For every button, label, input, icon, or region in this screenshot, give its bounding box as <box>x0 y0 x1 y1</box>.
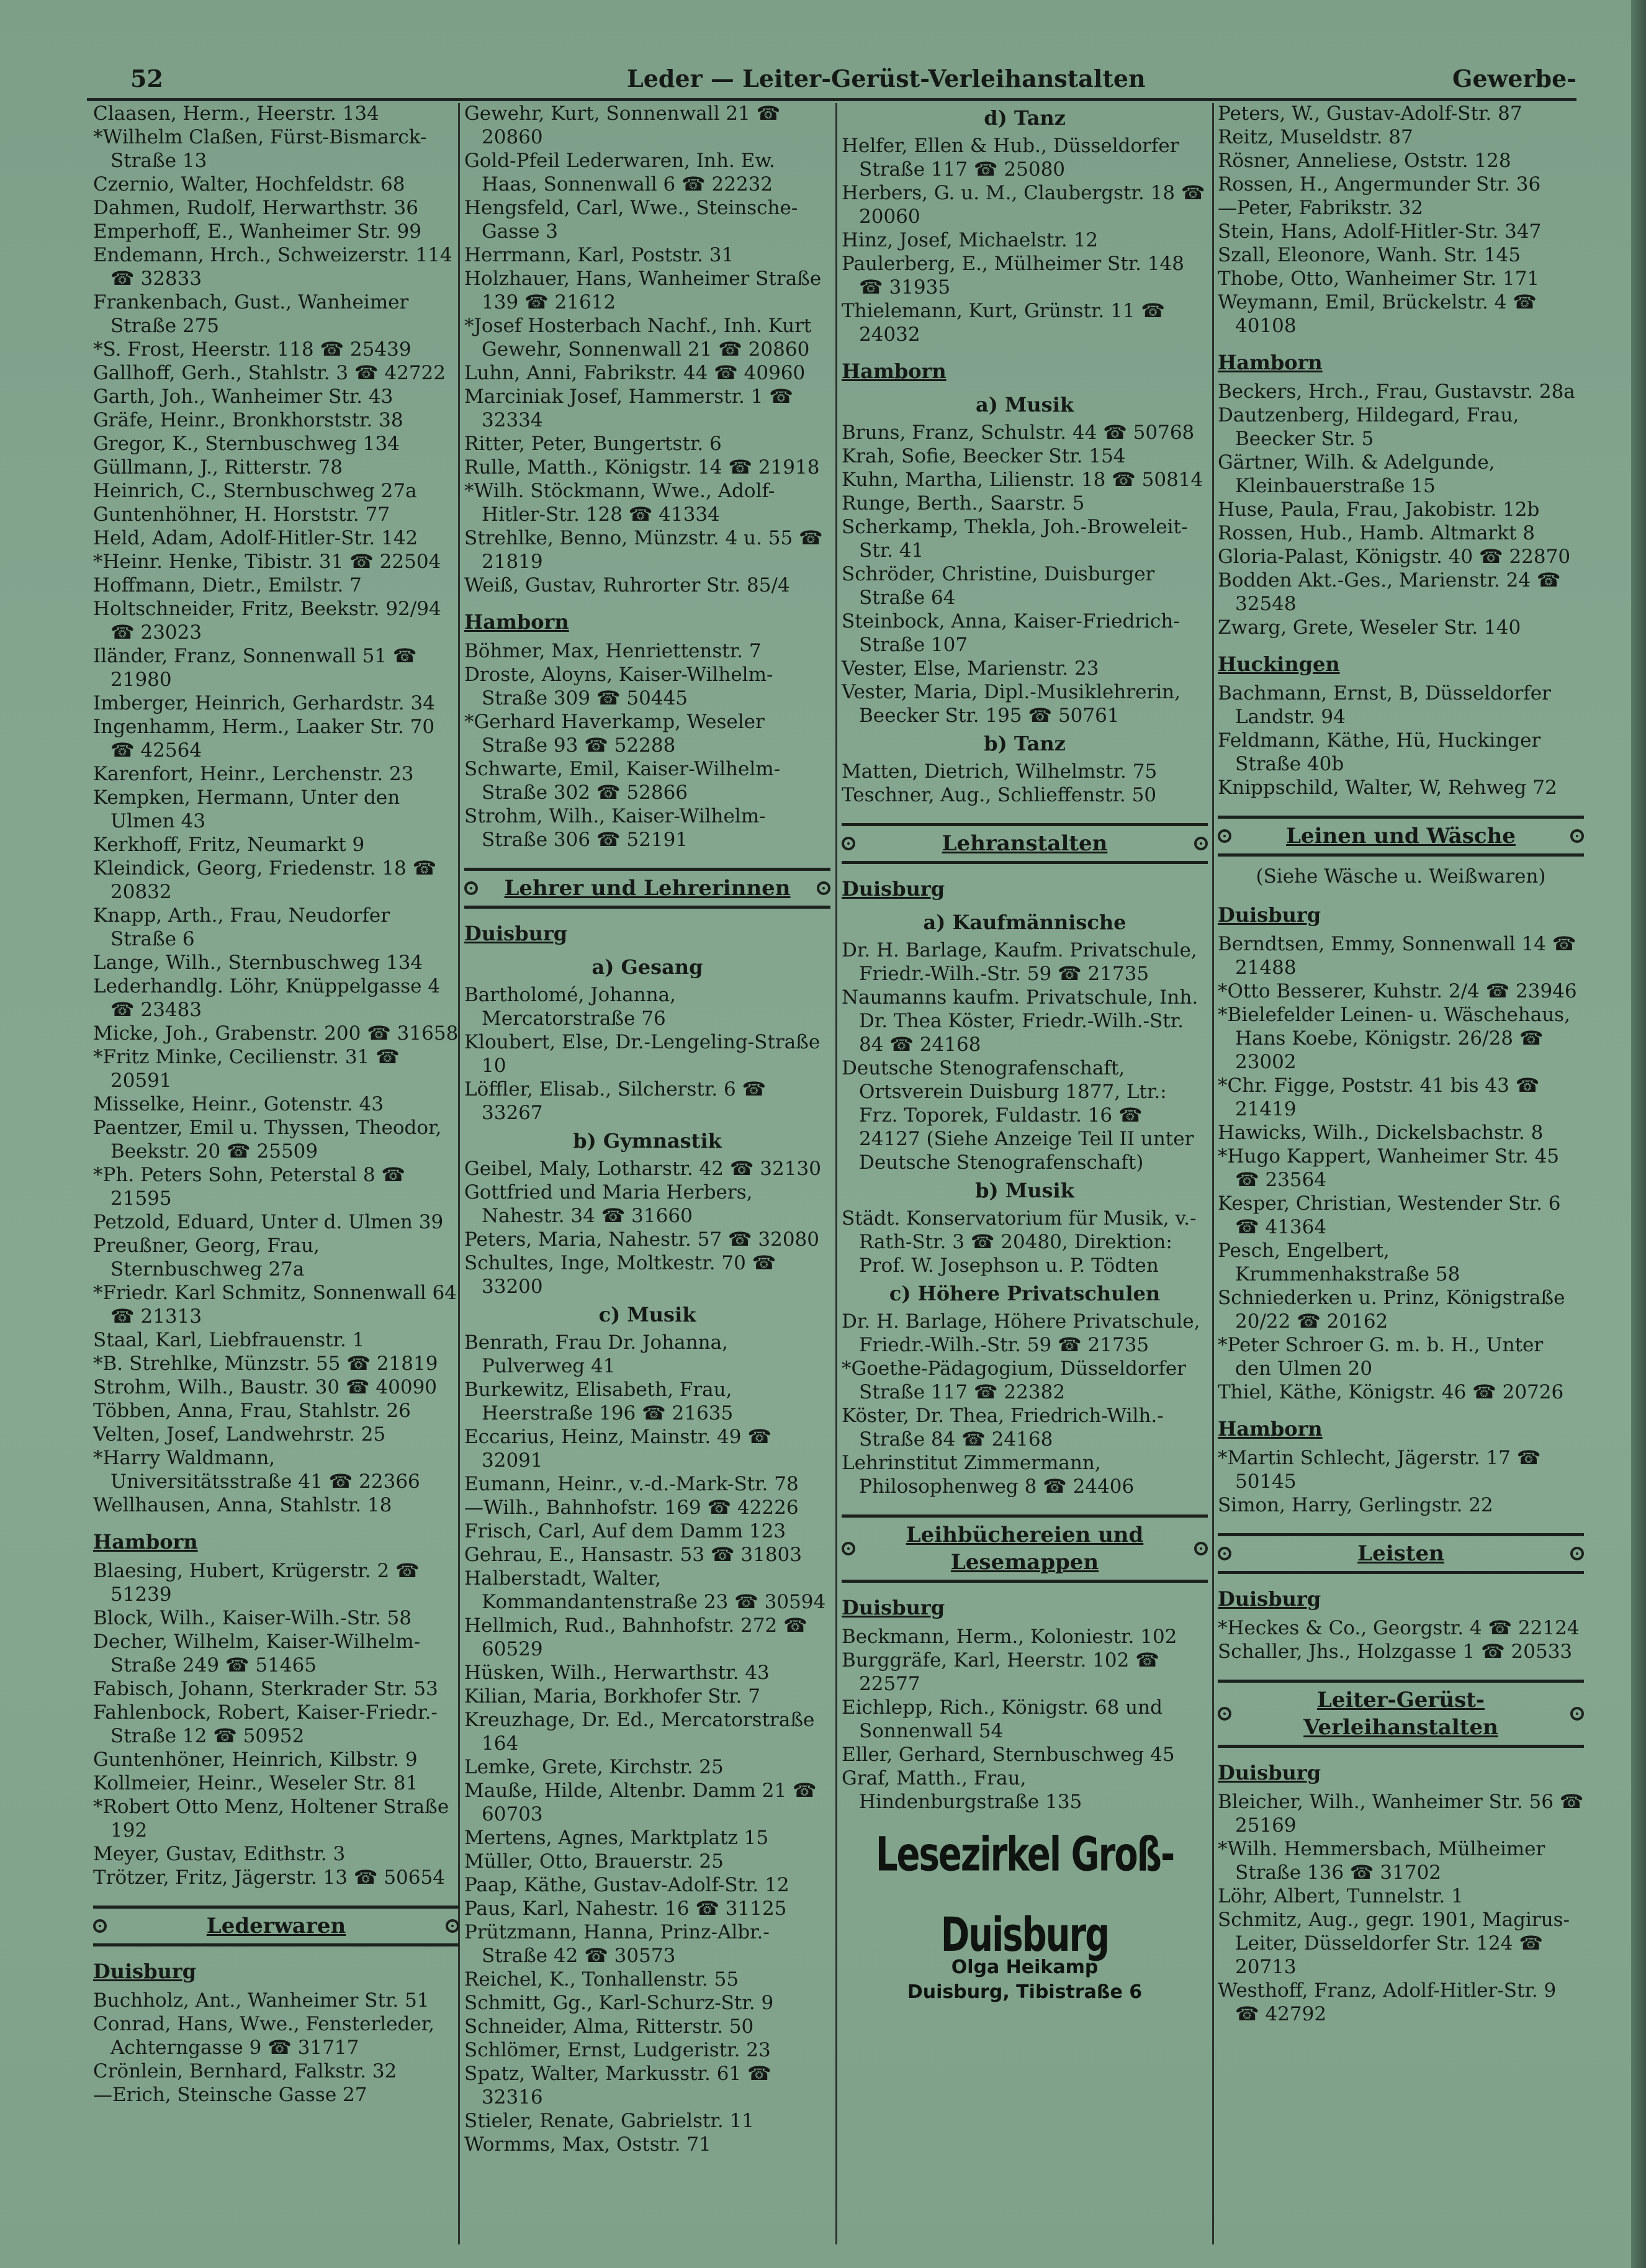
section-heading: Duisburg <box>1218 1761 1321 1784</box>
page-title: Leder — Leiter-Gerüst-Verleihanstalten <box>627 65 1146 92</box>
directory-entry: Böhmer, Max, Henriettenstr. 7 <box>464 640 762 662</box>
directory-entry: Fabisch, Johann, Sterkrader Str. 53 <box>93 1678 438 1700</box>
directory-entry: Schultes, Inge, Moltkestr. 70 ☎ 33200 <box>464 1252 776 1298</box>
directory-entry: Rösner, Anneliese, Oststr. 128 <box>1218 150 1511 172</box>
directory-entry: *Ph. Peters Sohn, Peterstal 8 ☎ 21595 <box>93 1164 406 1210</box>
directory-entry: Burkewitz, Elisabeth, Frau, Heerstraße 196 ☎ 21635 <box>464 1379 734 1424</box>
directory-entry: Garth, Joh., Wanheimer Str. 43 <box>93 385 394 408</box>
running-head: Gewerbe- <box>1452 65 1577 92</box>
directory-entry: Spatz, Walter, Markusstr. 61 ☎ 32316 <box>464 2063 771 2108</box>
category-box <box>842 1514 1208 1583</box>
directory-entry: Kuhn, Martha, Lilienstr. 18 ☎ 50814 <box>842 469 1203 491</box>
category-box <box>1218 1533 1584 1574</box>
directory-entry: Meyer, Gustav, Edithstr. 3 <box>93 1843 346 1865</box>
directory-entry: Städt. Konservatorium für Musik, v.-Rath-Str. 3 ☎ 20480, Direktion: Prof. W. Josephson u. P. Tödten <box>842 1207 1197 1277</box>
category-title: Leinen und Wäsche <box>1286 824 1516 848</box>
directory-entry: Güllmann, J., Ritterstr. 78 <box>93 456 343 479</box>
directory-entry: Droste, Aloyns, Kaiser-Wilhelm-Straße 309 ☎ 50445 <box>464 664 773 709</box>
column-4 <box>1218 102 1584 2026</box>
subsection-heading: b) Musik <box>975 1179 1074 1202</box>
directory-entry: Gewehr, Kurt, Sonnenwall 21 ☎ 20860 <box>464 102 781 148</box>
directory-entry: Mertens, Agnes, Marktplatz 15 <box>464 1827 769 1849</box>
ring-ornament-icon <box>1194 1542 1208 1555</box>
directory-entry: Hüsken, Wilh., Herwarthstr. 43 <box>464 1662 770 1684</box>
directory-entry: Hengsfeld, Carl, Wwe., Steinsche-Gasse 3 <box>464 197 798 243</box>
page-edge <box>1631 0 1646 2268</box>
directory-entry: Simon, Harry, Gerlingstr. 22 <box>1218 1494 1493 1516</box>
directory-entry: Gold-Pfeil Lederwaren, Inh. Ew. Haas, Sonnenwall 6 ☎ 22232 <box>464 150 776 196</box>
header-rule <box>87 98 1576 101</box>
directory-entry: Czernio, Walter, Hochfeldstr. 68 <box>93 173 405 196</box>
ad-address: Duisburg, Tibistraße 6 <box>907 1981 1143 2003</box>
directory-entry: Többen, Anna, Frau, Stahlstr. 26 <box>93 1400 411 1422</box>
directory-entry: —Peter, Fabrikstr. 32 <box>1218 197 1423 219</box>
directory-entry: Emperhoff, E., Wanheimer Str. 99 <box>93 220 421 243</box>
directory-entry: *Hugo Kappert, Wanheimer Str. 45 ☎ 23564 <box>1218 1145 1560 1191</box>
category-title: Lederwaren <box>206 1914 346 1938</box>
subsection-heading: b) Gymnastik <box>573 1129 722 1153</box>
directory-entry: Reitz, Museldstr. 87 <box>1218 126 1413 148</box>
directory-entry: Gehrau, E., Hansastr. 53 ☎ 31803 <box>464 1544 802 1566</box>
directory-entry: *S. Frost, Heerstr. 118 ☎ 25439 <box>93 338 412 361</box>
directory-entry: Westhoff, Franz, Adolf-Hitler-Str. 9 ☎ 42792 <box>1218 1979 1557 2025</box>
directory-entry: Herbers, G. u. M., Claubergstr. 18 ☎ 20060 <box>842 182 1205 228</box>
category-box <box>842 823 1208 864</box>
col1-entries-a <box>93 102 459 1517</box>
directory-entry: *Heckes & Co., Georgstr. 4 ☎ 22124 <box>1218 1617 1580 1639</box>
directory-entry: Hawicks, Wilh., Dickelsbachstr. 8 <box>1218 1122 1544 1144</box>
section-heading: Huckingen <box>1218 652 1340 676</box>
directory-entry: Krah, Sofie, Beecker Str. 154 <box>842 445 1126 467</box>
directory-entry: Eller, Gerhard, Sternbuschweg 45 <box>842 1744 1175 1766</box>
directory-entry: *Heinr. Henke, Tibistr. 31 ☎ 22504 <box>93 551 441 573</box>
directory-entry: Burggräfe, Karl, Heerstr. 102 ☎ 22577 <box>842 1649 1159 1695</box>
directory-entry: Velten, Josef, Landwehrstr. 25 <box>93 1423 386 1446</box>
directory-entry: Decher, Wilhelm, Kaiser-Wilhelm-Straße 249 ☎ 51465 <box>93 1631 421 1676</box>
directory-entry: Crönlein, Bernhard, Falkstr. 32 <box>93 2060 397 2082</box>
column-divider <box>1212 103 1214 2244</box>
directory-entry: Dautzenberg, Hildegard, Frau, Beecker Str. 5 <box>1218 404 1519 450</box>
directory-entry: Mauße, Hilde, Altenbr. Damm 21 ☎ 60703 <box>464 1780 817 1825</box>
ad-headline: Lesezirkel Groß-Duisburg <box>875 1827 1174 1963</box>
section-heading: Hamborn <box>1218 351 1323 374</box>
directory-entry: Paulerberg, E., Mülheimer Str. 148 ☎ 31935 <box>842 253 1184 299</box>
directory-entry: Geibel, Maly, Lotharstr. 42 ☎ 32130 <box>464 1158 821 1180</box>
category-title: Leisten <box>1357 1541 1444 1566</box>
directory-entry: Schniederken u. Prinz, Königstraße 20/22 ☎ 20162 <box>1218 1287 1565 1333</box>
section-heading: Hamborn <box>464 610 569 634</box>
section-heading: Duisburg <box>93 1960 197 1983</box>
directory-entry: Strohm, Wilh., Baustr. 30 ☎ 40090 <box>93 1376 438 1398</box>
column-divider <box>835 103 837 2244</box>
directory-entry: Thiel, Käthe, Königstr. 46 ☎ 20726 <box>1218 1381 1564 1403</box>
directory-entry: Thobe, Otto, Wanheimer Str. 171 <box>1218 268 1540 290</box>
ring-ornament-icon <box>1218 1707 1231 1721</box>
directory-entry: *Fritz Minke, Cecilienstr. 31 ☎ 20591 <box>93 1046 400 1092</box>
directory-entry: Conrad, Hans, Wwe., Fensterleder, Achterngasse 9 ☎ 31717 <box>93 2013 434 2059</box>
directory-entry: Benrath, Frau Dr. Johanna, Pulverweg 41 <box>464 1331 728 1377</box>
directory-entry: *Wilh. Hemmersbach, Mülheimer Straße 136 ☎ 31702 <box>1218 1838 1545 1884</box>
directory-entry: Müller, Otto, Brauerstr. 25 <box>464 1850 724 1873</box>
directory-entry: Scherkamp, Thekla, Joh.-Broweleit-Str. 41 <box>842 516 1188 562</box>
col3-entries-d <box>842 938 1208 1174</box>
col4-entries-b <box>1218 380 1584 639</box>
col2-entries-c <box>464 983 830 1125</box>
directory-entry: Kerkhoff, Fritz, Neumarkt 9 <box>93 834 365 856</box>
directory-entry: Heinrich, C., Sternbuschweg 27a <box>93 480 417 502</box>
directory-entry: Runge, Berth., Saarstr. 5 <box>842 492 1085 515</box>
directory-entry: Graf, Matth., Frau, Hindenburgstraße 135 <box>842 1767 1082 1813</box>
directory-entry: Szall, Eleonore, Wanh. Str. 145 <box>1218 244 1521 266</box>
section-heading: Duisburg <box>842 1596 945 1619</box>
directory-entry: Imberger, Heinrich, Gerhardstr. 34 <box>93 692 435 714</box>
directory-entry: —Erich, Steinsche Gasse 27 <box>93 2084 367 2106</box>
directory-entry: Pesch, Engelbert, Krummenhakstraße 58 <box>1218 1240 1460 1285</box>
section-heading: Hamborn <box>93 1530 198 1554</box>
section-heading: Duisburg <box>464 922 568 945</box>
directory-entry: Löhr, Albert, Tunnelstr. 1 <box>1218 1885 1464 1907</box>
ring-ornament-icon <box>842 837 855 850</box>
directory-entry: Holtschneider, Fritz, Beekstr. 92/94 ☎ 23023 <box>93 598 441 644</box>
ring-ornament-icon <box>464 881 478 895</box>
subsection-heading: d) Tanz <box>984 106 1066 130</box>
directory-entry: Misselke, Heinr., Gotenstr. 43 <box>93 1093 384 1115</box>
directory-entry: Kilian, Maria, Borkhofer Str. 7 <box>464 1685 760 1708</box>
directory-entry: Petzold, Eduard, Unter d. Ulmen 39 <box>93 1211 444 1233</box>
directory-entry: Bachmann, Ernst, B, Düsseldorfer Landstr. 94 <box>1218 682 1551 728</box>
directory-entry: Holzhauer, Hans, Wanheimer Straße 139 ☎ 21612 <box>464 268 822 313</box>
directory-entry: *Wilhelm Claßen, Fürst-Bismarck-Straße 13 <box>93 126 427 172</box>
directory-entry: Berndtsen, Emmy, Sonnenwall 14 ☎ 21488 <box>1218 933 1576 979</box>
directory-entry: Fahlenbock, Robert, Kaiser-Friedr.-Straße 12 ☎ 50952 <box>93 1701 438 1747</box>
directory-entry: *Friedr. Karl Schmitz, Sonnenwall 64 ☎ 21313 <box>93 1282 457 1328</box>
ring-ornament-icon <box>1570 829 1584 843</box>
directory-entry: Gallhoff, Gerh., Stahlstr. 3 ☎ 42722 <box>93 362 446 384</box>
ring-ornament-icon <box>1194 837 1208 850</box>
directory-entry: Bodden Akt.-Ges., Marienstr. 24 ☎ 32548 <box>1218 569 1561 615</box>
ring-ornament-icon <box>93 1919 107 1933</box>
directory-entry: Schmitz, Aug., gegr. 1901, Magirus-Leiter, Düsseldorfer Str. 124 ☎ 20713 <box>1218 1909 1570 1978</box>
directory-entry: *Wilh. Stöckmann, Wwe., Adolf-Hitler-Str. 128 ☎ 41334 <box>464 480 775 526</box>
ring-ornament-icon <box>1570 1707 1584 1721</box>
directory-entry: Knapp, Arth., Frau, Neudorfer Straße 6 <box>93 904 390 950</box>
advertisement <box>842 1827 1208 2005</box>
directory-entry: *Josef Hosterbach Nachf., Inh. Kurt Gewehr, Sonnenwall 21 ☎ 20860 <box>464 315 812 361</box>
directory-entry: Iländer, Franz, Sonnenwall 51 ☎ 21980 <box>93 645 417 691</box>
category-title: Lehranstalten <box>942 831 1108 856</box>
directory-entry: Gregor, K., Sternbuschweg 134 <box>93 433 400 455</box>
directory-entry: Dahmen, Rudolf, Herwarthstr. 36 <box>93 197 418 219</box>
directory-entry: Schneider, Alma, Ritterstr. 50 <box>464 2015 754 2038</box>
directory-entry: *Harry Waldmann, Universitätsstraße 41 ☎ 22366 <box>93 1447 420 1493</box>
directory-entry: *B. Strehlke, Münzstr. 55 ☎ 21819 <box>93 1352 438 1375</box>
column-1 <box>93 102 459 2107</box>
directory-entry: Lange, Wilh., Sternbuschweg 134 <box>93 952 423 974</box>
directory-entry: Prützmann, Hanna, Prinz-Albr.-Straße 42 ☎ 30573 <box>464 1921 770 1967</box>
directory-entry: Rossen, Hub., Hamb. Altmarkt 8 <box>1218 522 1535 544</box>
directory-entry: Dr. H. Barlage, Höhere Privatschule, Friedr.-Wilh.-Str. 59 ☎ 21735 <box>842 1310 1200 1356</box>
directory-entry: Ritter, Peter, Bungertstr. 6 <box>464 433 722 455</box>
subsection-heading: c) Höhere Privatschulen <box>889 1282 1161 1305</box>
col1-entries-b <box>93 1559 459 1889</box>
directory-entry: Peters, Maria, Nahestr. 57 ☎ 32080 <box>464 1228 819 1251</box>
directory-entry: Schwarte, Emil, Kaiser-Wilhelm-Straße 302 ☎ 52866 <box>464 758 781 804</box>
directory-entry: *Robert Otto Menz, Holtener Straße 192 <box>93 1796 449 1842</box>
col4-entries-f <box>1218 1616 1584 1663</box>
directory-entry: Herrmann, Karl, Poststr. 31 <box>464 244 734 266</box>
directory-entry: Weymann, Emil, Brückelstr. 4 ☎ 40108 <box>1218 291 1537 337</box>
directory-entry: Rossen, H., Angermunder Str. 36 <box>1218 173 1541 196</box>
directory-entry: Schlömer, Ernst, Ludgeristr. 23 <box>464 2039 771 2061</box>
directory-entry: Knippschild, Walter, W, Rehweg 72 <box>1218 776 1557 799</box>
directory-entry: Preußner, Georg, Frau, Sternbuschweg 27a <box>93 1235 320 1280</box>
directory-entry: Lederhandlg. Löhr, Knüppelgasse 4 ☎ 23483 <box>93 975 441 1021</box>
col2-entries-a <box>464 102 830 597</box>
col2-entries-d <box>464 1157 830 1298</box>
col4-entries-e <box>1218 1446 1584 1517</box>
directory-entry: Staal, Karl, Liebfrauenstr. 1 <box>93 1329 365 1351</box>
directory-entry: Paentzer, Emil u. Thyssen, Theodor, Beekstr. 20 ☎ 25509 <box>93 1117 442 1163</box>
subsection-heading: a) Kaufmännische <box>923 911 1127 934</box>
directory-entry: Buchholz, Ant., Wanheimer Str. 51 <box>93 1989 429 2012</box>
directory-entry: Paap, Käthe, Gustav-Adolf-Str. 12 <box>464 1874 789 1896</box>
directory-entry: *Goethe-Pädagogium, Düsseldorfer Straße 117 ☎ 22382 <box>842 1357 1186 1403</box>
col4-entries-d <box>1218 932 1584 1404</box>
ring-ornament-icon <box>446 1919 459 1933</box>
directory-entry: Kloubert, Else, Dr.-Lengeling-Straße 10 <box>464 1031 821 1077</box>
directory-entry: Marciniak Josef, Hammerstr. 1 ☎ 32334 <box>464 385 793 431</box>
directory-entry: Kollmeier, Heinr., Weseler Str. 81 <box>93 1772 418 1794</box>
directory-entry: Gärtner, Wilh. & Adelgunde, Kleinbauerstraße 15 <box>1218 451 1495 497</box>
col4-entries-c <box>1218 682 1584 799</box>
directory-entry: *Otto Besserer, Kuhstr. 2/4 ☎ 23946 <box>1218 980 1577 1002</box>
directory-entry: Reichel, K., Tonhallenstr. 55 <box>464 1968 739 1991</box>
section-heading: Hamborn <box>1218 1417 1323 1441</box>
col2-entries-e <box>464 1331 830 2156</box>
directory-entry: Kempken, Hermann, Unter den Ulmen 43 <box>93 786 400 832</box>
directory-entry: Hinz, Josef, Michaelstr. 12 <box>842 229 1099 251</box>
col3-entries-f <box>842 1310 1208 1498</box>
directory-entry: Eichlepp, Rich., Königstr. 68 und Sonnenwall 54 <box>842 1696 1163 1742</box>
col1-entries-c <box>93 1989 459 2107</box>
category-title: Lehrer und Lehrerinnen <box>504 876 791 901</box>
directory-entry: Schröder, Christine, Duisburger Straße 64 <box>842 563 1155 609</box>
column-2 <box>464 102 830 2156</box>
cross-reference: (Siehe Wäsche u. Weißwaren) <box>1256 865 1546 888</box>
directory-entry: Dr. H. Barlage, Kaufm. Privatschule, Friedr.-Wilh.-Str. 59 ☎ 21735 <box>842 939 1197 985</box>
col3-entries-c <box>842 760 1208 807</box>
directory-entry: Paus, Karl, Nahestr. 16 ☎ 31125 <box>464 1897 787 1920</box>
directory-entry: Block, Wilh., Kaiser-Wilh.-Str. 58 <box>93 1607 412 1629</box>
directory-entry: Blaesing, Hubert, Krügerstr. 2 ☎ 51239 <box>93 1560 420 1606</box>
page-number: 52 <box>130 65 163 92</box>
directory-entry: Bartholomé, Johanna, Mercatorstraße 76 <box>464 984 676 1030</box>
section-heading: Hamborn <box>842 359 947 383</box>
col3-entries-b <box>842 421 1208 727</box>
directory-entry: Hoffmann, Dietr., Emilstr. 7 <box>93 574 362 596</box>
directory-entry: Lehrinstitut Zimmermann, Philosophenweg 8 ☎ 24406 <box>842 1452 1135 1498</box>
directory-entry: Feldmann, Käthe, Hü, Huckinger Straße 40b <box>1218 729 1541 775</box>
directory-entry: Naumanns kaufm. Privatschule, Inh. Dr. Thea Köster, Friedr.-Wilh.-Str. 84 ☎ 24168 <box>842 986 1199 1056</box>
directory-entry: Endemann, Hrch., Schweizerstr. 114 ☎ 32833 <box>93 244 452 290</box>
subsection-heading: a) Gesang <box>591 955 703 979</box>
subsection-heading: a) Musik <box>975 393 1074 416</box>
category-box <box>1218 816 1584 857</box>
directory-entry: Frisch, Carl, Auf dem Damm 123 <box>464 1520 786 1542</box>
col3-entries-a <box>842 134 1208 346</box>
ring-ornament-icon <box>1218 1547 1231 1560</box>
column-3 <box>842 102 1208 2005</box>
directory-entry: Kleindick, Georg, Friedenstr. 18 ☎ 20832 <box>93 857 437 903</box>
directory-entry: Claasen, Herm., Heerstr. 134 <box>93 102 379 125</box>
ring-ornament-icon <box>817 881 830 895</box>
directory-entry: Guntenhöhner, H. Horststr. 77 <box>93 503 390 526</box>
directory-entry: Wellhausen, Anna, Stahlstr. 18 <box>93 1494 392 1516</box>
directory-entry: Kesper, Christian, Westender Str. 6 ☎ 41364 <box>1218 1192 1561 1238</box>
col3-entries-e <box>842 1207 1208 1277</box>
category-box <box>93 1906 459 1946</box>
directory-entry: Löffler, Elisab., Silcherstr. 6 ☎ 33267 <box>464 1078 767 1124</box>
directory-entry: Hellmich, Rud., Bahnhofstr. 272 ☎ 60529 <box>464 1614 807 1660</box>
directory-entry: Schmitt, Gg., Karl-Schurz-Str. 9 <box>464 1992 774 2014</box>
directory-entry: Ingenhamm, Herm., Laaker Str. 70 ☎ 42564 <box>93 716 435 762</box>
category-box <box>464 868 830 909</box>
directory-entry: Köster, Dr. Thea, Friedrich-Wilh.-Straße 84 ☎ 24168 <box>842 1405 1164 1451</box>
directory-entry: Eccarius, Heinz, Mainstr. 49 ☎ 32091 <box>464 1426 771 1472</box>
directory-entry: Rulle, Matth., Königstr. 14 ☎ 21918 <box>464 456 820 479</box>
category-box <box>1218 1680 1584 1748</box>
directory-entry: Schaller, Jhs., Holzgasse 1 ☎ 20533 <box>1218 1640 1573 1663</box>
col2-entries-b <box>464 639 830 852</box>
subsection-heading: c) Musik <box>598 1303 696 1326</box>
directory-entry: Teschner, Aug., Schlieffenstr. 50 <box>842 784 1157 806</box>
directory-entry: Beckmann, Herm., Koloniestr. 102 <box>842 1626 1177 1648</box>
directory-entry: Held, Adam, Adolf-Hitler-Str. 142 <box>93 527 418 549</box>
directory-entry: Frankenbach, Gust., Wanheimer Straße 275 <box>93 291 409 337</box>
ring-ornament-icon <box>1570 1547 1584 1560</box>
section-heading: Duisburg <box>842 877 945 901</box>
directory-entry: Matten, Dietrich, Wilhelmstr. 75 <box>842 760 1158 783</box>
directory-entry: Zwarg, Grete, Weseler Str. 140 <box>1218 616 1521 639</box>
directory-entry: Wormms, Max, Oststr. 71 <box>464 2133 711 2156</box>
directory-entry: *Gerhard Haverkamp, Weseler Straße 93 ☎ 52288 <box>464 711 765 757</box>
directory-entry: Karenfort, Heinr., Lerchenstr. 23 <box>93 763 414 785</box>
directory-entry: *Chr. Figge, Poststr. 41 bis 43 ☎ 21419 <box>1218 1074 1540 1120</box>
ring-ornament-icon <box>1218 829 1231 843</box>
directory-entry: Gottfried und Maria Herbers, Nahestr. 34 ☎ 31660 <box>464 1181 753 1227</box>
ring-ornament-icon <box>842 1542 855 1555</box>
directory-entry: Huse, Paula, Frau, Jakobistr. 12b <box>1218 498 1540 521</box>
directory-entry: Steinbock, Anna, Kaiser-Friedrich-Straße 107 <box>842 610 1180 656</box>
directory-entry: Strehlke, Benno, Münzstr. 4 u. 55 ☎ 21819 <box>464 527 823 573</box>
directory-entry: Vester, Maria, Dipl.-Musiklehrerin, Beecker Str. 195 ☎ 50761 <box>842 681 1181 727</box>
directory-entry: Lemke, Grete, Kirchstr. 25 <box>464 1756 724 1778</box>
directory-entry: Strohm, Wilh., Kaiser-Wilhelm-Straße 306 ☎ 52191 <box>464 805 766 851</box>
directory-entry: *Peter Schroer G. m. b. H., Unter den Ulmen 20 <box>1218 1334 1544 1380</box>
directory-entry: Gloria-Palast, Königstr. 40 ☎ 22870 <box>1218 546 1571 568</box>
directory-entry: Kreuzhage, Dr. Ed., Mercatorstraße 164 <box>464 1709 815 1755</box>
directory-entry: Thielemann, Kurt, Grünstr. 11 ☎ 24032 <box>842 300 1166 346</box>
category-title: Leiter-Gerüst-Verleihanstalten <box>1303 1688 1498 1740</box>
subsection-heading: b) Tanz <box>984 732 1066 755</box>
directory-entry: *Martin Schlecht, Jägerstr. 17 ☎ 50145 <box>1218 1447 1541 1493</box>
col4-entries-g <box>1218 1790 1584 2026</box>
col3-entries-g <box>842 1625 1208 1814</box>
directory-entry: Peters, W., Gustav-Adolf-Str. 87 <box>1218 102 1522 125</box>
directory-entry: Trötzer, Fritz, Jägerstr. 13 ☎ 50654 <box>93 1866 445 1889</box>
directory-entry: Guntenhöner, Heinrich, Kilbstr. 9 <box>93 1748 418 1771</box>
directory-entry: Weiß, Gustav, Ruhrorter Str. 85/4 <box>464 574 790 596</box>
directory-entry: Micke, Joh., Grabenstr. 200 ☎ 31658 <box>93 1022 459 1045</box>
section-heading: Duisburg <box>1218 1587 1321 1611</box>
ad-owner: Olga Heikamp <box>951 1956 1099 1978</box>
directory-entry: Halberstadt, Walter, Kommandantenstraße 23 ☎ 30594 <box>464 1567 826 1613</box>
directory-entry: Luhn, Anni, Fabrikstr. 44 ☎ 40960 <box>464 362 806 384</box>
directory-entry: Gräfe, Heinr., Bronkhorststr. 38 <box>93 409 403 431</box>
directory-entry: Bleicher, Wilh., Wanheimer Str. 56 ☎ 25169 <box>1218 1791 1584 1837</box>
category-title: Leihbüchereien und Lesemappen <box>906 1523 1144 1575</box>
directory-entry: Vester, Else, Marienstr. 23 <box>842 657 1099 680</box>
directory-entry: Helfer, Ellen & Hub., Düsseldorfer Straße 117 ☎ 25080 <box>842 135 1179 181</box>
directory-entry: Stieler, Renate, Gabrielstr. 11 <box>464 2110 754 2132</box>
section-heading: Duisburg <box>1218 903 1321 927</box>
directory-entry: —Wilh., Bahnhofstr. 169 ☎ 42226 <box>464 1496 799 1519</box>
directory-entry: Deutsche Stenografenschaft, Ortsverein Duisburg 1877, Ltr.: Frz. Toporek, Fuldastr. 16 ☎ 24127 (Siehe Anzeige Teil II unter Deutsche Stenografenschaft) <box>842 1057 1194 1174</box>
directory-entry: Bruns, Franz, Schulstr. 44 ☎ 50768 <box>842 421 1195 444</box>
col4-entries-a <box>1218 102 1584 338</box>
directory-entry: Stein, Hans, Adolf-Hitler-Str. 347 <box>1218 220 1542 243</box>
directory-entry: *Bielefelder Leinen- u. Wäschehaus, Hans Koebe, Königstr. 26/28 ☎ 23002 <box>1218 1004 1570 1073</box>
directory-entry: Beckers, Hrch., Frau, Gustavstr. 28a <box>1218 380 1575 403</box>
directory-entry: Eumann, Heinr., v.-d.-Mark-Str. 78 <box>464 1473 799 1495</box>
